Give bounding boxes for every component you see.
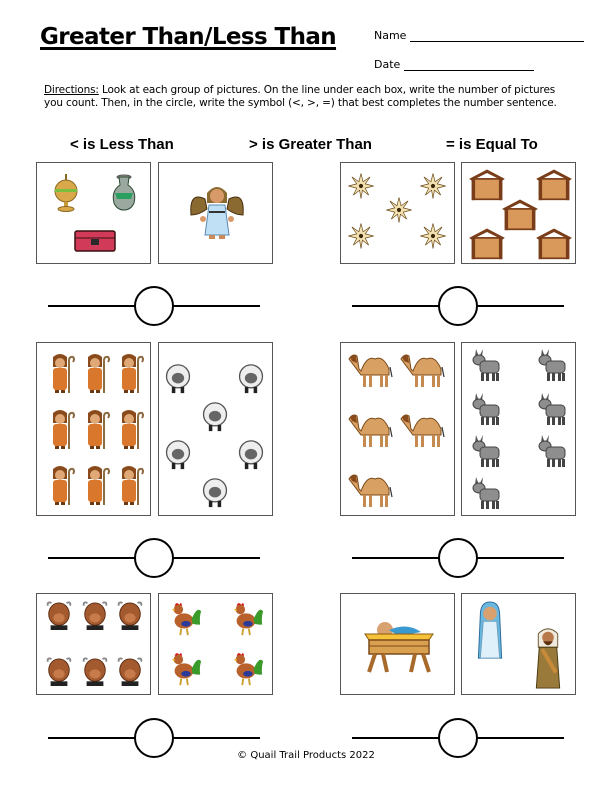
- sheep-icon: [163, 363, 193, 395]
- problem-1-answer: [48, 286, 260, 326]
- shepherd-icon: [45, 407, 75, 451]
- sheep-icon: [236, 439, 266, 471]
- problem-5-right-box: [158, 593, 273, 695]
- sheep-icon: [200, 477, 230, 509]
- rooster-icon: [229, 600, 265, 638]
- rooster-icon: [167, 600, 203, 638]
- problem-1-right-box: [158, 162, 273, 264]
- problem-4-left-box: [340, 342, 455, 516]
- legend-greater-than: > is Greater Than: [249, 136, 372, 153]
- stable-icon: [534, 167, 574, 201]
- ox-icon: [116, 600, 144, 632]
- directions-label: Directions:: [44, 84, 99, 96]
- shepherd-icon: [45, 351, 75, 395]
- problem-4-symbol-circle[interactable]: [438, 538, 478, 578]
- problem-3-left-box: [36, 342, 151, 516]
- problem-5-right-count-line[interactable]: [172, 737, 260, 739]
- stable-icon: [467, 167, 507, 201]
- donkey-icon: [470, 475, 502, 511]
- mary-icon: [474, 600, 506, 662]
- star-icon: [347, 169, 375, 203]
- problem-3-answer: [48, 538, 260, 578]
- directions: [44, 84, 574, 109]
- donkey-icon: [536, 433, 568, 469]
- problem-3-symbol-circle[interactable]: [134, 538, 174, 578]
- problem-4-right-box: [461, 342, 576, 516]
- problem-5-left-count-line[interactable]: [48, 737, 136, 739]
- shepherd-icon: [80, 407, 110, 451]
- problem-3-right-count-line[interactable]: [172, 557, 260, 559]
- stable-icon: [534, 226, 574, 260]
- gold-orb-icon: [51, 173, 81, 213]
- camel-icon: [399, 409, 447, 449]
- vase-icon: [109, 173, 139, 213]
- shepherd-icon: [80, 351, 110, 395]
- star-icon: [419, 169, 447, 203]
- camel-icon: [347, 349, 395, 389]
- problem-1-left-box: [36, 162, 151, 264]
- problem-6-left-box: [340, 593, 455, 695]
- ox-icon: [45, 656, 73, 688]
- shepherd-icon: [80, 463, 110, 507]
- shepherd-icon: [114, 463, 144, 507]
- shepherd-icon: [114, 407, 144, 451]
- rooster-icon: [167, 650, 203, 688]
- donkey-icon: [536, 391, 568, 427]
- ox-icon: [81, 600, 109, 632]
- problem-3-left-count-line[interactable]: [48, 557, 136, 559]
- problem-1-symbol-circle[interactable]: [134, 286, 174, 326]
- shepherd-icon: [45, 463, 75, 507]
- problem-2-right-count-line[interactable]: [476, 305, 564, 307]
- ox-icon: [45, 600, 73, 632]
- problem-5-left-box: [36, 593, 151, 695]
- problem-1-left-count-line[interactable]: [48, 305, 136, 307]
- name-field[interactable]: [374, 29, 584, 42]
- sheep-icon: [236, 363, 266, 395]
- star-icon: [347, 219, 375, 253]
- copyright-footer: © Quail Trail Products 2022: [237, 750, 375, 761]
- worksheet-title: Greater Than/Less Than: [40, 24, 337, 50]
- angel-icon: [187, 181, 247, 245]
- donkey-icon: [536, 347, 568, 383]
- problem-4-left-count-line[interactable]: [352, 557, 440, 559]
- date-label: Date: [374, 58, 401, 71]
- problem-6-right-count-line[interactable]: [476, 737, 564, 739]
- problem-3-right-box: [158, 342, 273, 516]
- problem-2-left-count-line[interactable]: [352, 305, 440, 307]
- problem-2-left-box: [340, 162, 455, 264]
- sheep-icon: [163, 439, 193, 471]
- star-icon: [385, 193, 413, 227]
- problem-2-answer: [352, 286, 564, 326]
- date-field[interactable]: [374, 58, 534, 71]
- donkey-icon: [470, 433, 502, 469]
- date-input-line[interactable]: [404, 61, 534, 71]
- camel-icon: [399, 349, 447, 389]
- name-label: Name: [374, 29, 407, 42]
- baby-in-manger-icon: [359, 616, 439, 676]
- rooster-icon: [229, 650, 265, 688]
- joseph-icon: [532, 622, 564, 690]
- star-icon: [419, 219, 447, 253]
- problem-1-right-count-line[interactable]: [172, 305, 260, 307]
- camel-icon: [347, 409, 395, 449]
- sheep-icon: [200, 401, 230, 433]
- donkey-icon: [470, 391, 502, 427]
- treasure-chest-icon: [73, 227, 117, 253]
- directions-text: Look at each group of pictures. On the line under each box, write the number of pictures you count. Then, in the circle, write the symbol (<, >, =) that best completes the number sentence.: [44, 84, 557, 109]
- problem-4-right-count-line[interactable]: [476, 557, 564, 559]
- legend-less-than: < is Less Than: [70, 136, 174, 153]
- legend-equal-to: = is Equal To: [446, 136, 538, 153]
- problem-2-symbol-circle[interactable]: [438, 286, 478, 326]
- ox-icon: [116, 656, 144, 688]
- problem-2-right-box: [461, 162, 576, 264]
- ox-icon: [81, 656, 109, 688]
- name-input-line[interactable]: [410, 32, 584, 42]
- problem-6-left-count-line[interactable]: [352, 737, 440, 739]
- shepherd-icon: [114, 351, 144, 395]
- donkey-icon: [470, 347, 502, 383]
- problem-4-answer: [352, 538, 564, 578]
- camel-icon: [347, 469, 395, 509]
- stable-icon: [467, 226, 507, 260]
- problem-6-right-box: [461, 593, 576, 695]
